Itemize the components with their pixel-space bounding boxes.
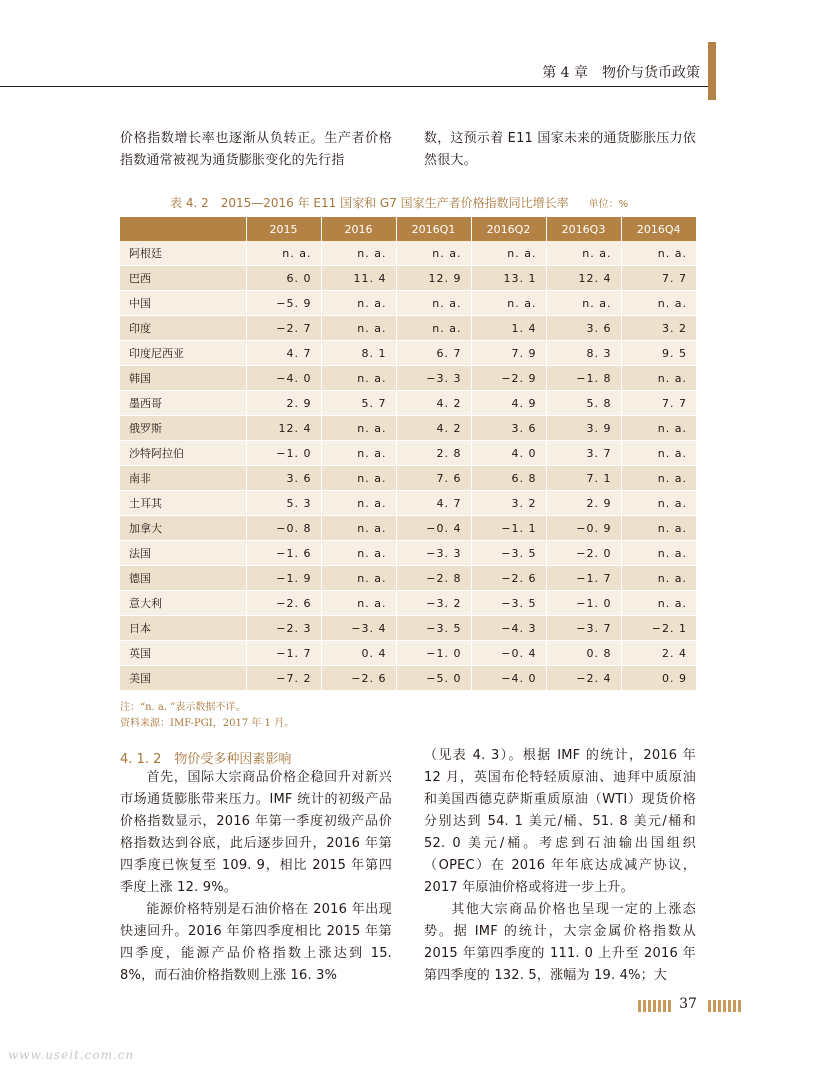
value-cell: 5. 3 [246, 491, 321, 516]
country-name-cell: 印度尼西亚 [120, 341, 246, 366]
table-unit: 单位：% [588, 199, 629, 210]
value-cell: 0. 4 [321, 641, 396, 666]
value-cell: 3. 2 [471, 491, 546, 516]
value-cell: n. a. [321, 516, 396, 541]
table-caption-title: 表 4. 2 2015—2016 年 E11 国家和 G7 国家生产者价格指数同比增长率 [170, 196, 569, 210]
watermark: www.useit.com.cn [8, 1048, 135, 1062]
value-cell: 0. 8 [546, 641, 621, 666]
value-cell: −4. 0 [246, 366, 321, 391]
value-cell: 12. 4 [546, 266, 621, 291]
value-cell: n. a. [321, 241, 396, 266]
value-cell: 9. 5 [621, 341, 696, 366]
value-cell: −1. 7 [546, 566, 621, 591]
country-name-cell: 阿根廷 [120, 241, 246, 266]
value-cell: n. a. [321, 466, 396, 491]
table-row [120, 616, 696, 641]
value-cell: −3. 2 [396, 591, 471, 616]
value-cell: 4. 2 [396, 391, 471, 416]
chapter-title: 第 4 章 物价与货币政策 [542, 65, 700, 81]
value-cell: 3. 6 [471, 416, 546, 441]
country-name-cell: 意大利 [120, 591, 246, 616]
value-cell: −2. 6 [321, 666, 396, 691]
value-cell: −2. 4 [546, 666, 621, 691]
value-cell: 11. 4 [321, 266, 396, 291]
value-cell: −0. 4 [396, 516, 471, 541]
table-row [120, 441, 696, 466]
value-cell: n. a. [396, 316, 471, 341]
body-paragraph-4 [424, 899, 696, 987]
value-cell: −2. 6 [246, 591, 321, 616]
country-name-cell: 韩国 [120, 366, 246, 391]
body-paragraph-3: （见表 4. 3）。根据 IMF 的统计，2016 年 12 月，英国布伦特轻质原油、迪拜中质原油和美国西德克萨斯重质原油（WTI）现货价格分别达到 54. 1 美元/桶、51. 8 美元/桶和 52. 0 美元/桶。考虑到石油输出国组织（OPEC）在 2016 年年底达成减产协议，2017 年原油价格或将进一步上升。 [424, 748, 696, 895]
value-cell: n. a. [621, 566, 696, 591]
value-cell: −2. 9 [471, 366, 546, 391]
value-cell: −3. 3 [396, 366, 471, 391]
value-cell: 3. 6 [546, 316, 621, 341]
intro-paragraph-right: 数，这预示着 E11 国家未来的通货膨胀压力依然很大。 [424, 131, 696, 168]
value-cell: n. a. [546, 291, 621, 316]
section-heading: 4. 1. 2 物价受多种因素影响 [120, 752, 292, 767]
value-cell: −1. 0 [546, 591, 621, 616]
value-cell: n. a. [621, 541, 696, 566]
page-number: 37 [679, 996, 697, 1012]
country-name-cell: 中国 [120, 291, 246, 316]
country-name-cell: 英国 [120, 641, 246, 666]
country-name-cell: 土耳其 [120, 491, 246, 516]
value-cell: −4. 0 [471, 666, 546, 691]
value-cell: −1. 9 [246, 566, 321, 591]
intro-paragraph-left: 价格指数增长率也逐渐从负转正。生产者价格指数通常被视为通货膨胀变化的先行指 [120, 131, 392, 168]
value-cell: −1. 8 [546, 366, 621, 391]
table-body [120, 241, 696, 691]
body-paragraph-2 [120, 899, 392, 987]
table-row [120, 466, 696, 491]
value-cell: −1. 0 [396, 641, 471, 666]
table-row [120, 666, 696, 691]
value-cell: −2. 1 [621, 616, 696, 641]
value-cell: n. a. [621, 291, 696, 316]
header-rule [0, 86, 708, 87]
column-header: 2016Q4 [621, 217, 696, 241]
column-header: 2016Q1 [396, 217, 471, 241]
column-header: 2015 [246, 217, 321, 241]
country-name-cell: 加拿大 [120, 516, 246, 541]
value-cell: 7. 6 [396, 466, 471, 491]
table-row [120, 266, 696, 291]
column-header: 2016Q3 [546, 217, 621, 241]
country-name-cell: 巴西 [120, 266, 246, 291]
value-cell: n. a. [321, 366, 396, 391]
value-cell: 0. 9 [621, 666, 696, 691]
value-cell: −0. 4 [471, 641, 546, 666]
table-row [120, 416, 696, 441]
value-cell: 2. 4 [621, 641, 696, 666]
value-cell: −5. 9 [246, 291, 321, 316]
value-cell: −7. 2 [246, 666, 321, 691]
table-row [120, 241, 696, 266]
table-header-row [120, 217, 696, 241]
country-name-cell: 俄罗斯 [120, 416, 246, 441]
value-cell: n. a. [321, 491, 396, 516]
value-cell: n. a. [471, 291, 546, 316]
table-row [120, 366, 696, 391]
value-cell: −3. 3 [396, 541, 471, 566]
value-cell: 6. 8 [471, 466, 546, 491]
value-cell: 3. 7 [546, 441, 621, 466]
country-name-cell: 沙特阿拉伯 [120, 441, 246, 466]
value-cell: n. a. [321, 566, 396, 591]
value-cell: −0. 8 [246, 516, 321, 541]
value-cell: 7. 1 [546, 466, 621, 491]
value-cell: 12. 4 [246, 416, 321, 441]
value-cell: n. a. [321, 441, 396, 466]
value-cell: n. a. [321, 316, 396, 341]
value-cell: n. a. [321, 416, 396, 441]
value-cell: n. a. [246, 241, 321, 266]
table-row [120, 491, 696, 516]
value-cell: 6. 7 [396, 341, 471, 366]
value-cell: −0. 9 [546, 516, 621, 541]
column-header-country [120, 217, 246, 241]
value-cell: −3. 7 [546, 616, 621, 641]
table-row [120, 316, 696, 341]
table-row [120, 641, 696, 666]
table-row [120, 541, 696, 566]
value-cell: −3. 4 [321, 616, 396, 641]
value-cell: n. a. [321, 291, 396, 316]
table-row [120, 291, 696, 316]
value-cell: 3. 2 [621, 316, 696, 341]
value-cell: 1. 4 [471, 316, 546, 341]
table-caption [170, 194, 628, 211]
value-cell: −3. 5 [471, 591, 546, 616]
value-cell: n. a. [471, 241, 546, 266]
value-cell: −1. 7 [246, 641, 321, 666]
value-cell: n. a. [396, 291, 471, 316]
country-name-cell: 美国 [120, 666, 246, 691]
value-cell: 4. 7 [396, 491, 471, 516]
value-cell: n. a. [321, 591, 396, 616]
value-cell: −1. 1 [471, 516, 546, 541]
body-paragraph-2-text: 能源价格特别是石油价格在 2016 年出现快速回升。2016 年第四季度相比 2015 年第四季度，能源产品价格指数上涨达到 15. 8%，而石油价格指数则上涨 16. 3% [120, 902, 392, 983]
value-cell: 5. 8 [546, 391, 621, 416]
value-cell: 7. 7 [621, 391, 696, 416]
value-cell: −1. 6 [246, 541, 321, 566]
value-cell: −2. 3 [246, 616, 321, 641]
table-row [120, 391, 696, 416]
value-cell: 12. 9 [396, 266, 471, 291]
value-cell: −1. 0 [246, 441, 321, 466]
country-name-cell: 德国 [120, 566, 246, 591]
value-cell: 4. 7 [246, 341, 321, 366]
value-cell: n. a. [621, 466, 696, 491]
value-cell: n. a. [621, 416, 696, 441]
body-paragraph-4-text: 其他大宗商品价格也呈现一定的上涨态势。据 IMF 的统计，大宗金属价格指数从 2015 年第四季度的 111. 0 上升至 2016 年第四季度的 132. 5，涨幅为 19. 4%；大 [424, 902, 696, 983]
value-cell: n. a. [621, 491, 696, 516]
header-accent-bar [708, 42, 716, 100]
body-paragraph-1-text: 首先，国际大宗商品价格企稳回升对新兴市场通货膨胀带来压力。IMF 统计的初级产品价格指数显示，2016 年第一季度初级产品价格指数达到谷底，此后逐步回升，2016 年第四季度已恢复至 109. 9，相比 2015 年第四季度上涨 12. 9%。 [120, 770, 392, 895]
value-cell: 5. 7 [321, 391, 396, 416]
value-cell: 4. 2 [396, 416, 471, 441]
footer-stripes-right [708, 1000, 741, 1012]
value-cell: −2. 6 [471, 566, 546, 591]
value-cell: 3. 6 [246, 466, 321, 491]
table-row [120, 591, 696, 616]
value-cell: 8. 3 [546, 341, 621, 366]
value-cell: 2. 8 [396, 441, 471, 466]
value-cell: −2. 0 [546, 541, 621, 566]
value-cell: 8. 1 [321, 341, 396, 366]
table-source: 资料来源：IMF-PGI，2017 年 1 月。 [120, 718, 295, 729]
value-cell: −2. 8 [396, 566, 471, 591]
value-cell: 7. 7 [621, 266, 696, 291]
table-note: 注：“n. a. ”表示数据不详。 [120, 702, 246, 713]
ppi-table [120, 217, 696, 691]
value-cell: n. a. [621, 591, 696, 616]
value-cell: 4. 0 [471, 441, 546, 466]
footer-stripes-left [638, 1000, 671, 1012]
value-cell: −4. 3 [471, 616, 546, 641]
value-cell: n. a. [621, 366, 696, 391]
column-header: 2016 [321, 217, 396, 241]
value-cell: 2. 9 [246, 391, 321, 416]
value-cell: −5. 0 [396, 666, 471, 691]
country-name-cell: 印度 [120, 316, 246, 341]
country-name-cell: 法国 [120, 541, 246, 566]
value-cell: −3. 5 [471, 541, 546, 566]
country-name-cell: 墨西哥 [120, 391, 246, 416]
value-cell: n. a. [546, 241, 621, 266]
value-cell: 3. 9 [546, 416, 621, 441]
value-cell: 4. 9 [471, 391, 546, 416]
column-header: 2016Q2 [471, 217, 546, 241]
value-cell: −2. 7 [246, 316, 321, 341]
value-cell: n. a. [321, 541, 396, 566]
table-row [120, 341, 696, 366]
value-cell: n. a. [621, 516, 696, 541]
value-cell: n. a. [621, 441, 696, 466]
country-name-cell: 日本 [120, 616, 246, 641]
value-cell: −3. 5 [396, 616, 471, 641]
value-cell: 13. 1 [471, 266, 546, 291]
body-paragraph-1 [120, 767, 392, 899]
country-name-cell: 南非 [120, 466, 246, 491]
value-cell: 2. 9 [546, 491, 621, 516]
value-cell: n. a. [621, 241, 696, 266]
table-row [120, 566, 696, 591]
value-cell: 6. 0 [246, 266, 321, 291]
value-cell: 7. 9 [471, 341, 546, 366]
value-cell: n. a. [396, 241, 471, 266]
table-row [120, 516, 696, 541]
